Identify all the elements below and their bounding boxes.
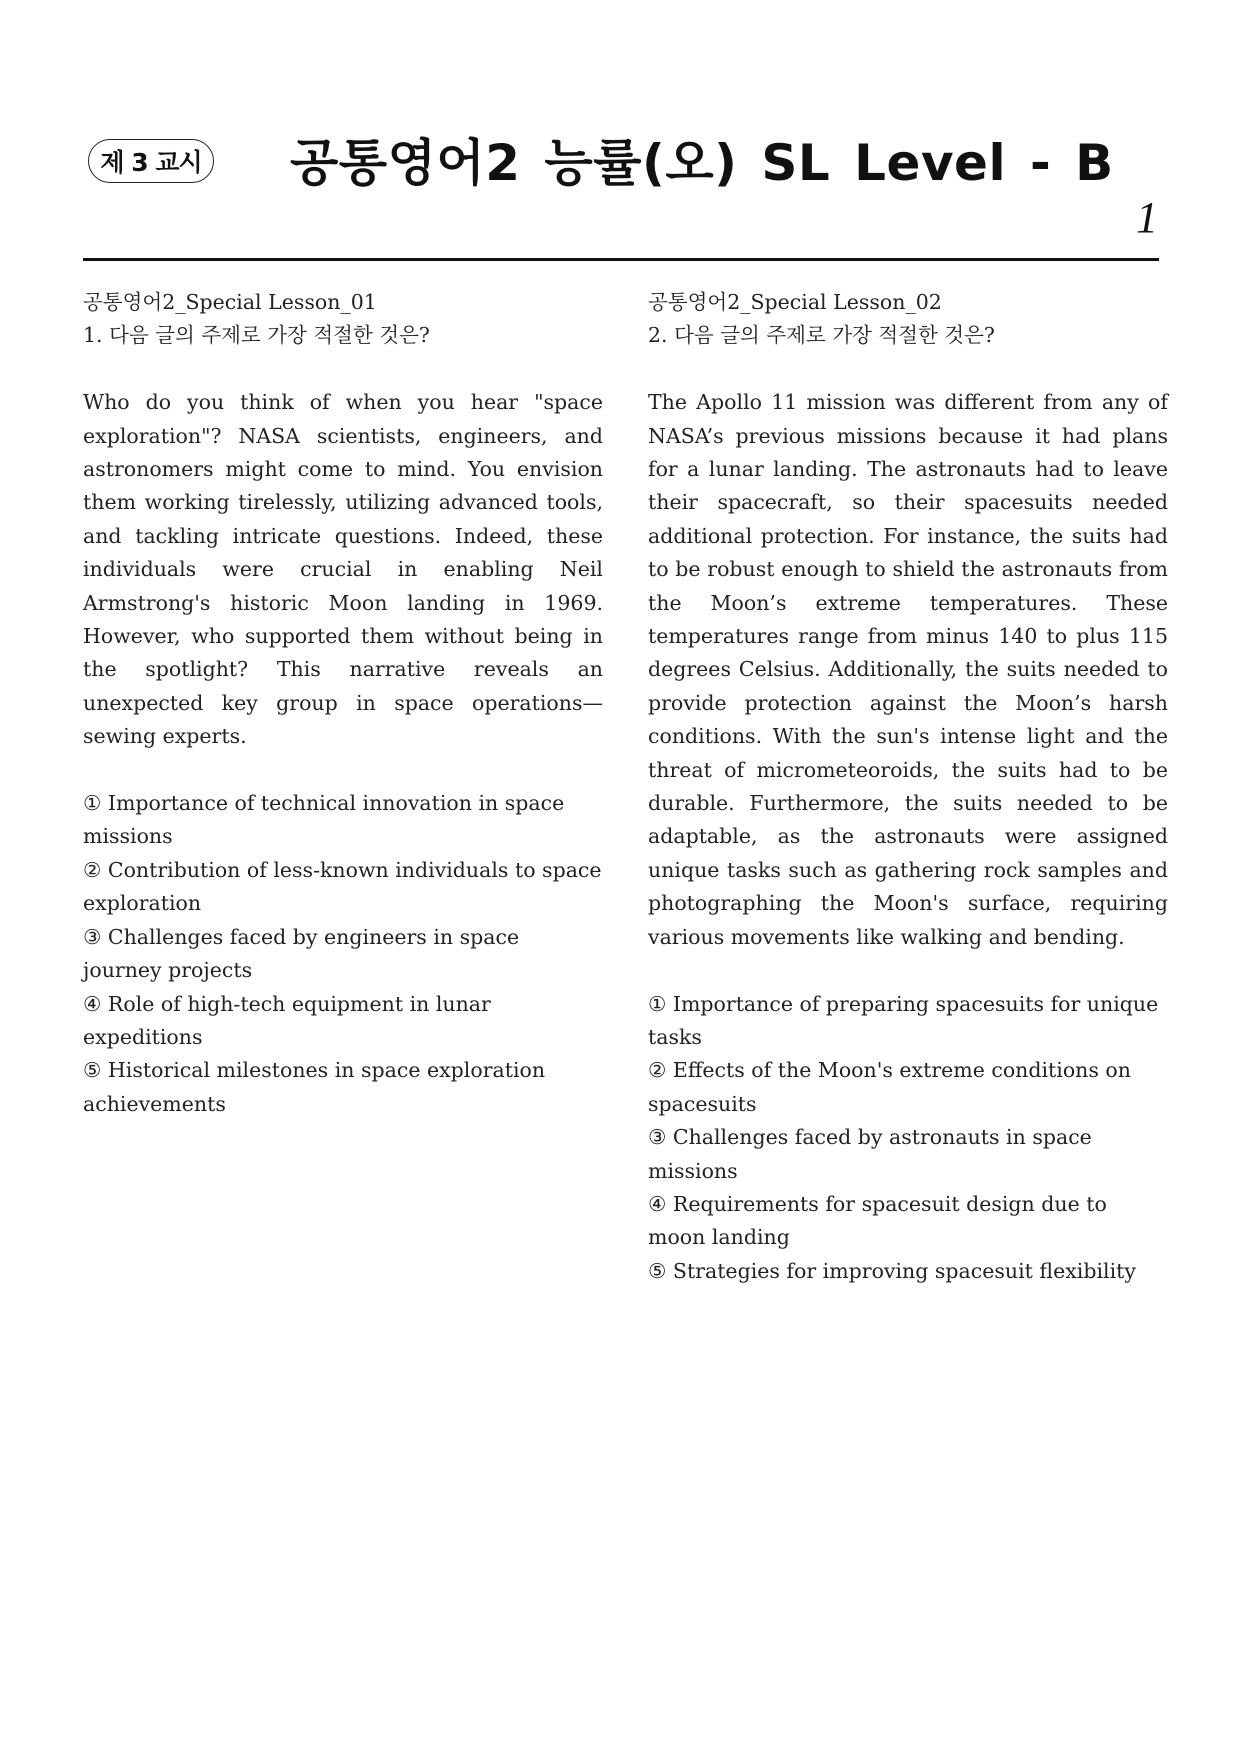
header-divider [83, 258, 1159, 261]
option-3[interactable]: ③ Challenges faced by engineers in space journey projects [83, 924, 520, 983]
lesson-label: 공통영어2_Special Lesson_02 [648, 290, 942, 314]
option-3[interactable]: ③ Challenges faced by astronauts in space missions [648, 1125, 1092, 1183]
question-prompt: 1. 다음 글의 주제로 가장 적절한 것은? [83, 323, 430, 348]
option-1[interactable]: ① Importance of technical innovation in space missions [83, 791, 565, 849]
question-1 [83, 286, 603, 1121]
passage-text: Who do you think of when you hear "space exploration"? NASA scientists, engineers, and astronomers might come to mind. You envision them working tirelessly, utilizing advanced tools, and tackling intricate questions. Indeed, these individuals were crucial in enabling Neil Armstrong's historic Moon landing in 1969. However, who supported them without being in the spotlight? This narrative reveals an unexpected key group in space operations—sewing experts. [83, 390, 603, 749]
option-2[interactable]: ② Contribution of less-known individuals to space exploration [83, 857, 602, 916]
option-4[interactable]: ④ Role of high-tech equipment in lunar expeditions [83, 991, 491, 1049]
option-5[interactable]: ⑤ Historical milestones in space exploration achievements [83, 1058, 546, 1116]
answer-options [83, 787, 603, 1121]
question-2 [648, 286, 1168, 1288]
question-prompt: 2. 다음 글의 주제로 가장 적절한 것은? [648, 323, 995, 348]
page-title: 공통영어2 능률(오) SL Level - B [290, 134, 1114, 192]
lesson-label: 공통영어2_Special Lesson_01 [83, 290, 377, 314]
period-badge: 제 3 교시 [88, 139, 214, 183]
option-2[interactable]: ② Effects of the Moon's extreme conditions on spacesuits [648, 1058, 1131, 1116]
option-5[interactable]: ⑤ Strategies for improving spacesuit flexibility [648, 1258, 1136, 1283]
option-1[interactable]: ① Importance of preparing spacesuits for unique tasks [648, 991, 1159, 1049]
passage-text: The Apollo 11 mission was different from any of NASA’s previous missions because it had plans for a lunar landing. The astronauts had to leave their spacecraft, so their spacesuits needed additional protection. For instance, the suits had to be robust enough to shield the astronauts from the Moon’s extreme temperatures. These temperatures range from minus 140 to plus 115 degrees Celsius. Additionally, the suits needed to provide protection against the Moon’s harsh conditions. With the sun's intense light and the threat of micrometeoroids, the suits had to be durable. Furthermore, the suits needed to be adaptable, as the astronauts were assigned unique tasks such as gathering rock samples and photographing the Moon's surface, requiring various movements like walking and bending. [648, 390, 1168, 949]
answer-options [648, 988, 1168, 1289]
option-4[interactable]: ④ Requirements for spacesuit design due to moon landing [648, 1191, 1107, 1250]
page-number: 1 [1136, 193, 1158, 242]
